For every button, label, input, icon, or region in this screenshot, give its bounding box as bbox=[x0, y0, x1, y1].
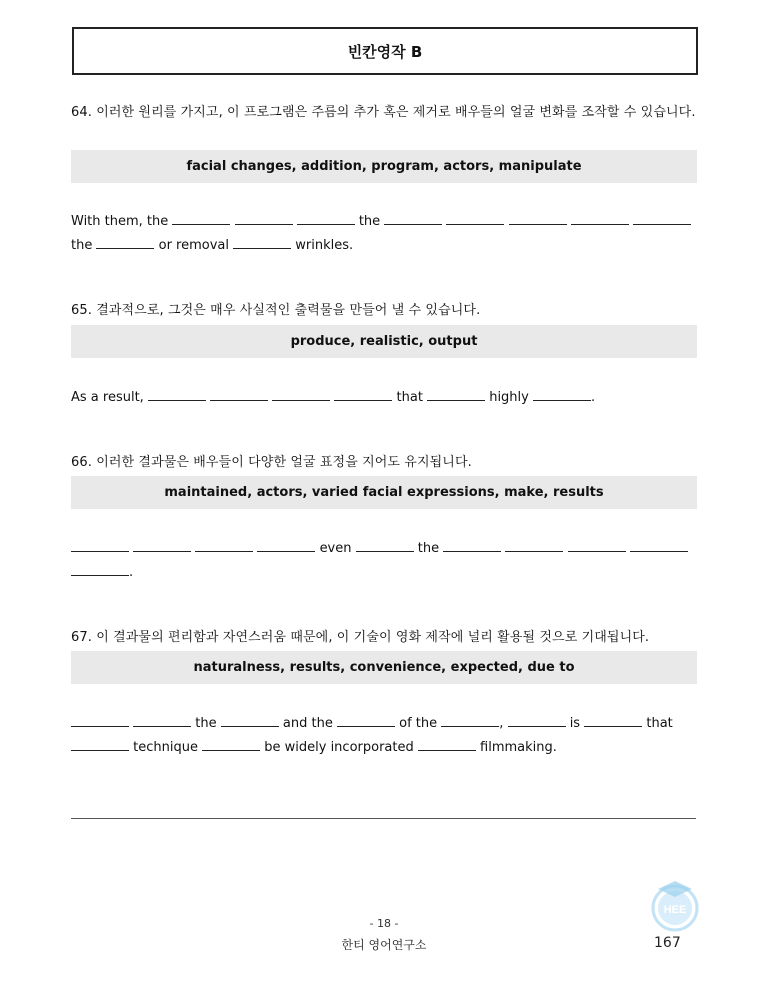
blank[interactable] bbox=[571, 210, 629, 225]
blank[interactable] bbox=[71, 712, 129, 727]
answer-text: the bbox=[417, 541, 440, 556]
blank[interactable] bbox=[508, 712, 566, 727]
question-64-prompt bbox=[71, 101, 698, 125]
question-66-answer bbox=[71, 537, 698, 585]
answer-text: With them, the bbox=[71, 214, 169, 229]
word-hint: produce, realistic, output bbox=[290, 334, 478, 349]
question-text: 67. 이 결과물의 편리함과 자연스러움 때문에, 이 기술이 영화 제작에 널리 활용될 것으로 기대됩니다. bbox=[71, 630, 650, 645]
blank[interactable] bbox=[356, 537, 414, 552]
answer-text: , bbox=[499, 716, 504, 731]
answer-text: . bbox=[129, 565, 134, 580]
blank[interactable] bbox=[202, 736, 260, 751]
blank[interactable] bbox=[133, 537, 191, 552]
question-text: 64. 이러한 원리를 가지고, 이 프로그램은 주름의 추가 혹은 제거로 배우들의 얼굴 변화를 조작할 수 있습니다. bbox=[71, 105, 696, 120]
question-64-answer bbox=[71, 210, 698, 258]
institute-name: 한티 영어연구소 bbox=[341, 938, 427, 952]
question-66-prompt bbox=[71, 451, 698, 475]
blank[interactable] bbox=[71, 537, 129, 552]
answer-text: technique bbox=[133, 740, 198, 755]
page-title: 빈칸영작 B bbox=[347, 42, 423, 61]
blank[interactable] bbox=[233, 234, 291, 249]
answer-line-divider bbox=[71, 818, 696, 819]
blank[interactable] bbox=[533, 386, 591, 401]
question-66-word-box bbox=[71, 476, 697, 509]
blank[interactable] bbox=[297, 210, 355, 225]
blank[interactable] bbox=[384, 210, 442, 225]
answer-text: the bbox=[195, 716, 217, 731]
blank[interactable] bbox=[257, 537, 315, 552]
answer-text: the bbox=[71, 238, 93, 253]
blank[interactable] bbox=[418, 736, 476, 751]
question-text: 65. 결과적으로, 그것은 매우 사실적인 출력물을 만들어 낼 수 있습니다. bbox=[71, 303, 481, 318]
answer-text: highly bbox=[489, 390, 529, 405]
worksheet-title bbox=[72, 27, 698, 75]
blank[interactable] bbox=[630, 537, 688, 552]
question-text: 66. 이러한 결과물은 배우들이 다양한 얼굴 표정을 지어도 유지됩니다. bbox=[71, 455, 472, 470]
blank[interactable] bbox=[71, 736, 129, 751]
question-67-word-box bbox=[71, 651, 697, 684]
blank[interactable] bbox=[334, 386, 392, 401]
blank[interactable] bbox=[71, 561, 129, 576]
blank[interactable] bbox=[446, 210, 504, 225]
answer-text: As a result, bbox=[71, 390, 144, 405]
answer-text: is bbox=[569, 716, 581, 731]
answer-text: filmmaking. bbox=[480, 740, 557, 755]
question-65-answer bbox=[71, 386, 698, 410]
answer-text: wrinkles. bbox=[295, 238, 354, 253]
word-hint: naturalness, results, convenience, expected, due to bbox=[193, 660, 575, 675]
blank[interactable] bbox=[633, 210, 691, 225]
answer-text: that bbox=[646, 716, 673, 731]
blank[interactable] bbox=[584, 712, 642, 727]
blank[interactable] bbox=[221, 712, 279, 727]
logo-text: HEE bbox=[663, 904, 687, 916]
answer-text: of the bbox=[399, 716, 438, 731]
blank[interactable] bbox=[272, 386, 330, 401]
blank[interactable] bbox=[568, 537, 626, 552]
page-indicator: - 18 - bbox=[369, 917, 399, 930]
answer-text: that bbox=[396, 390, 423, 405]
answer-text: even bbox=[319, 541, 352, 556]
answer-text: or removal bbox=[158, 238, 230, 253]
blank[interactable] bbox=[133, 712, 191, 727]
word-hint: maintained, actors, varied facial expressions, make, results bbox=[164, 485, 604, 500]
question-67-prompt bbox=[71, 626, 698, 650]
question-67-answer bbox=[71, 712, 698, 760]
blank[interactable] bbox=[210, 386, 268, 401]
blank[interactable] bbox=[505, 537, 563, 552]
blank[interactable] bbox=[235, 210, 293, 225]
blank[interactable] bbox=[443, 537, 501, 552]
blank[interactable] bbox=[509, 210, 567, 225]
page-number: 167 bbox=[654, 935, 681, 951]
blank[interactable] bbox=[148, 386, 206, 401]
blank[interactable] bbox=[96, 234, 154, 249]
blank[interactable] bbox=[337, 712, 395, 727]
blank[interactable] bbox=[172, 210, 230, 225]
question-65-word-box bbox=[71, 325, 697, 358]
blank[interactable] bbox=[427, 386, 485, 401]
blank[interactable] bbox=[441, 712, 499, 727]
word-hint: facial changes, addition, program, actors, manipulate bbox=[186, 159, 582, 174]
answer-text: . bbox=[591, 390, 596, 405]
blank[interactable] bbox=[195, 537, 253, 552]
answer-text: and the bbox=[282, 716, 333, 731]
answer-text: be widely incorporated bbox=[264, 740, 414, 755]
answer-text: the bbox=[358, 214, 381, 229]
question-65-prompt bbox=[71, 299, 698, 323]
question-64-word-box bbox=[71, 150, 697, 183]
